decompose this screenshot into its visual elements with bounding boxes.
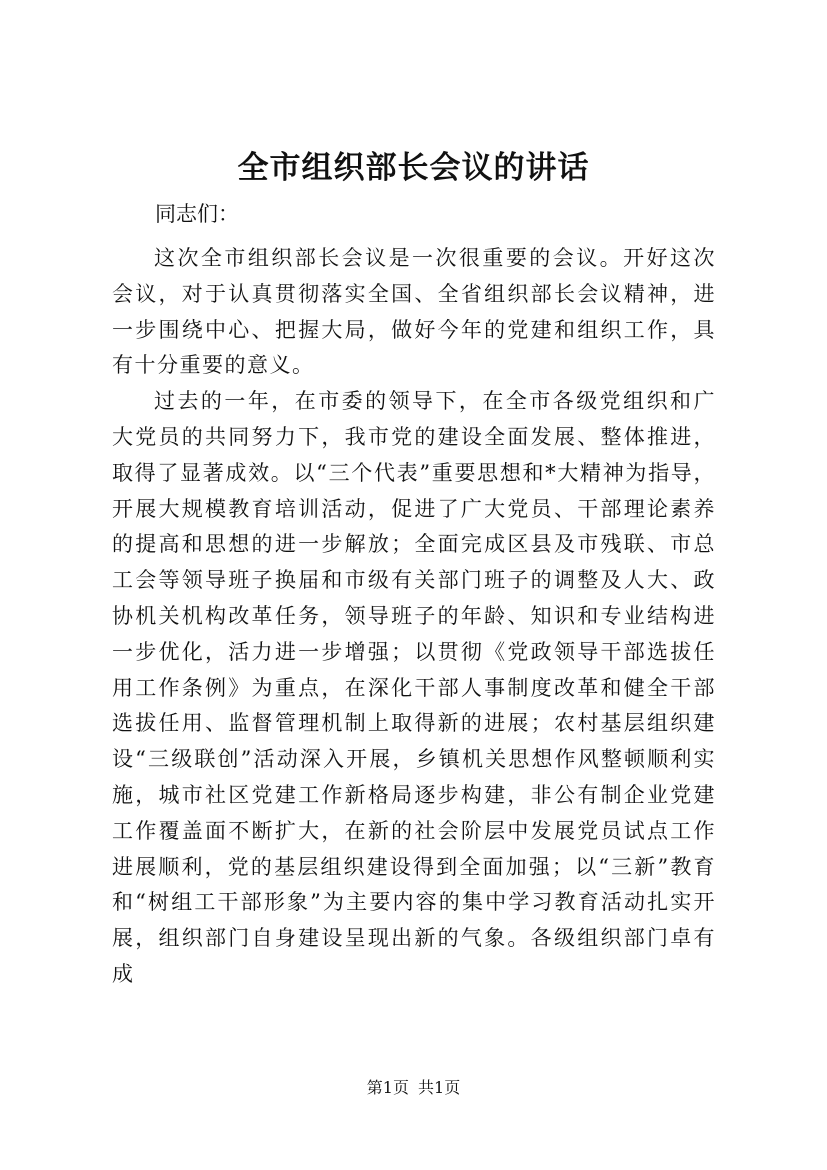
document-body <box>112 241 716 993</box>
page-total: 共1页 <box>418 1078 461 1097</box>
page-number: 第1页 <box>366 1078 409 1097</box>
page-footer <box>0 1077 827 1099</box>
salutation: 同志们： <box>155 202 239 226</box>
paragraph: 过去的一年，在市委的领导下，在全市各级党组织和广大党员的共同努力下，我市党的建设全面发展、整体推进，取得了显著成效。以“三个代表”重要思想和*大精神为指导，开展大规模教育培训活动，促进了广大党员、干部理论素养的提高和思想的进一步解放；全面完成区县及市残联、市总工会等领导班子换届和市级有关部门班子的调整及人大、政协机关机构改革任务，领导班子的年龄、知识和专业结构进一步优化，活力进一步增强；以贯彻《党政领导干部选拔任用工作条例》为重点，在深化干部人事制度改革和健全干部选拔任用、监督管理机制上取得新的进展；农村基层组织建设“三级联创”活动深入开展，乡镇机关思想作风整顿顺利实施，城市社区党建工作新格局逐步构建，非公有制企业党建工作覆盖面不断扩大，在新的社会阶层中发展党员试点工作进展顺利，党的基层组织建设得到全面加强；以“三新”教育和“树组工干部形象”为主要内容的集中学习教育活动扎实开展，组织部门自身建设呈现出新的气象。各级组织部门卓有成 <box>112 389 716 986</box>
paragraph: 这次全市组织部长会议是一次很重要的会议。开好这次会议，对于认真贯彻落实全国、全省组织部长会议精神，进一步围绕中心、把握大局，做好今年的党建和组织工作，具有十分重要的意义。 <box>112 246 716 378</box>
document-title: 全市组织部长会议的讲话 <box>237 150 590 186</box>
